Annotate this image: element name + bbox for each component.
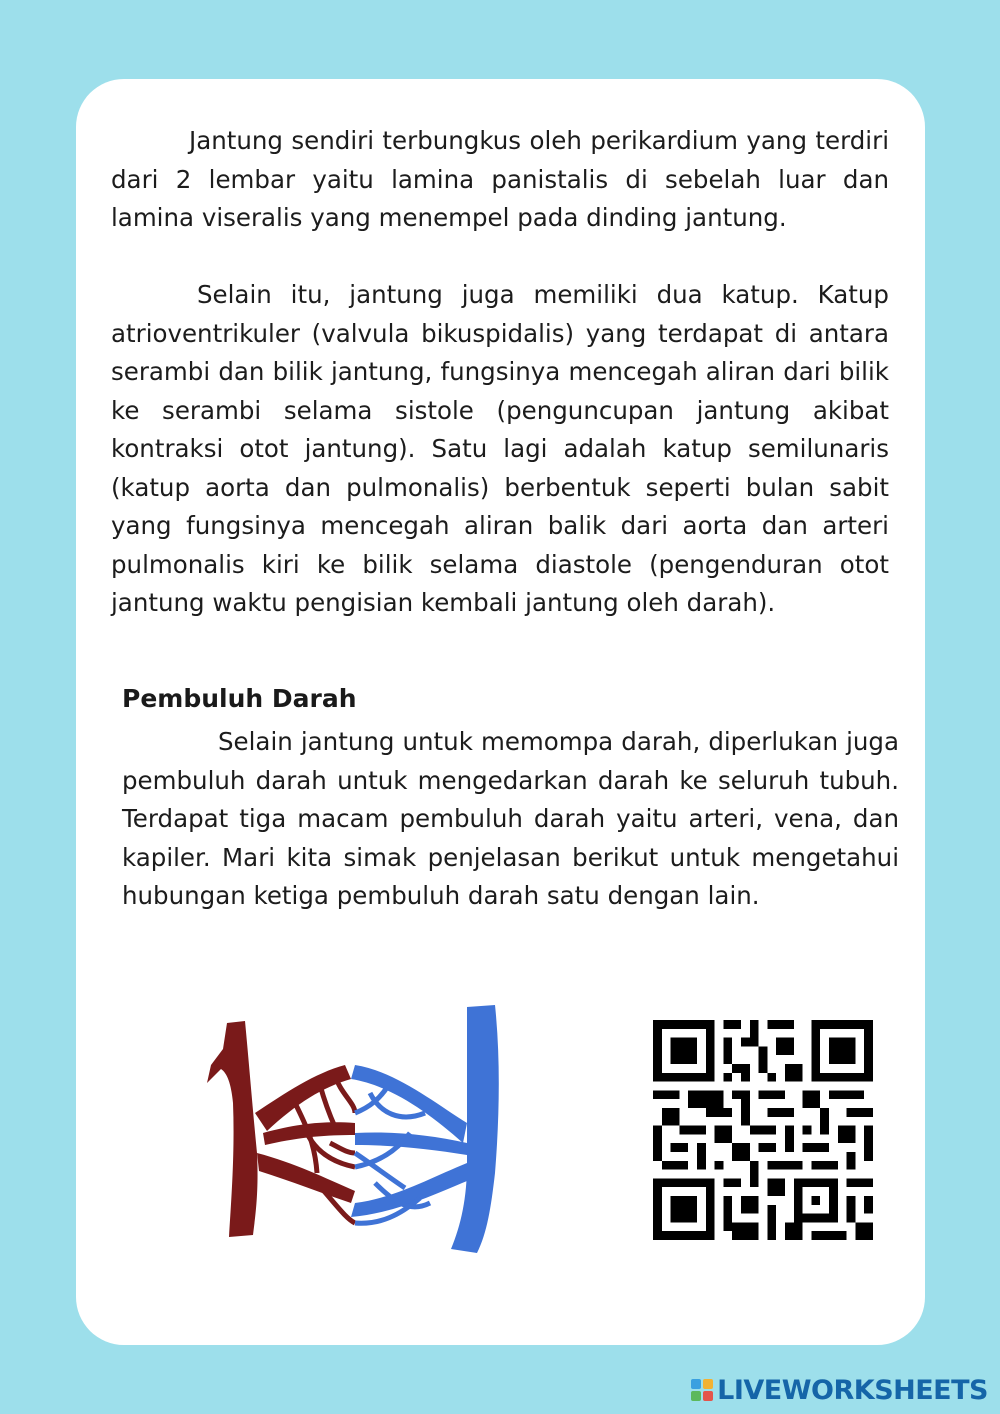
qr-code[interactable] bbox=[653, 1020, 873, 1240]
paragraph-pericardium: Jantung sendiri terbungkus oleh perikardium yang terdiri dari 2 lembar yaitu lamina panistalis di sebelah luar dan lamina viseralis yang menempel pada dinding jantung. bbox=[111, 126, 889, 232]
blood-vessel-illustration bbox=[205, 1003, 505, 1255]
liveworksheets-logo-icon bbox=[691, 1379, 713, 1401]
liveworksheets-brand[interactable] bbox=[691, 1375, 988, 1405]
paragraph-valves: Selain itu, jantung juga memiliki dua katup. Katup atrioventrikuler (valvula bikuspidalis) yang terdapat di antara serambi dan bilik jantung, fungsinya mencegah aliran dari bilik ke serambi selama sistole (penguncupan jantung akibat kontraksi otot jantung). Satu lagi adalah katup semilunaris (katup aorta dan pulmonalis) berbentuk seperti bulan sabit yang fungsinya mencegah aliran balik dari aorta dan arteri pulmonalis kiri ke bilik selama diastole (pengenduran otot jantung waktu pengisian kembali jantung oleh darah). bbox=[111, 280, 889, 617]
section-heading: Pembuluh Darah bbox=[122, 684, 357, 713]
paragraph-blood-vessels: Selain jantung untuk memompa darah, diperlukan juga pembuluh darah untuk mengedarkan darah ke seluruh tubuh. Terdapat tiga macam pembuluh darah yaitu arteri, vena, dan kapiler. Mari kita simak penjelasan berikut untuk mengetahui hubungan ketiga pembuluh darah satu dengan lain. bbox=[122, 727, 899, 910]
brand-name: LIVEWORKSHEETS bbox=[717, 1374, 988, 1406]
